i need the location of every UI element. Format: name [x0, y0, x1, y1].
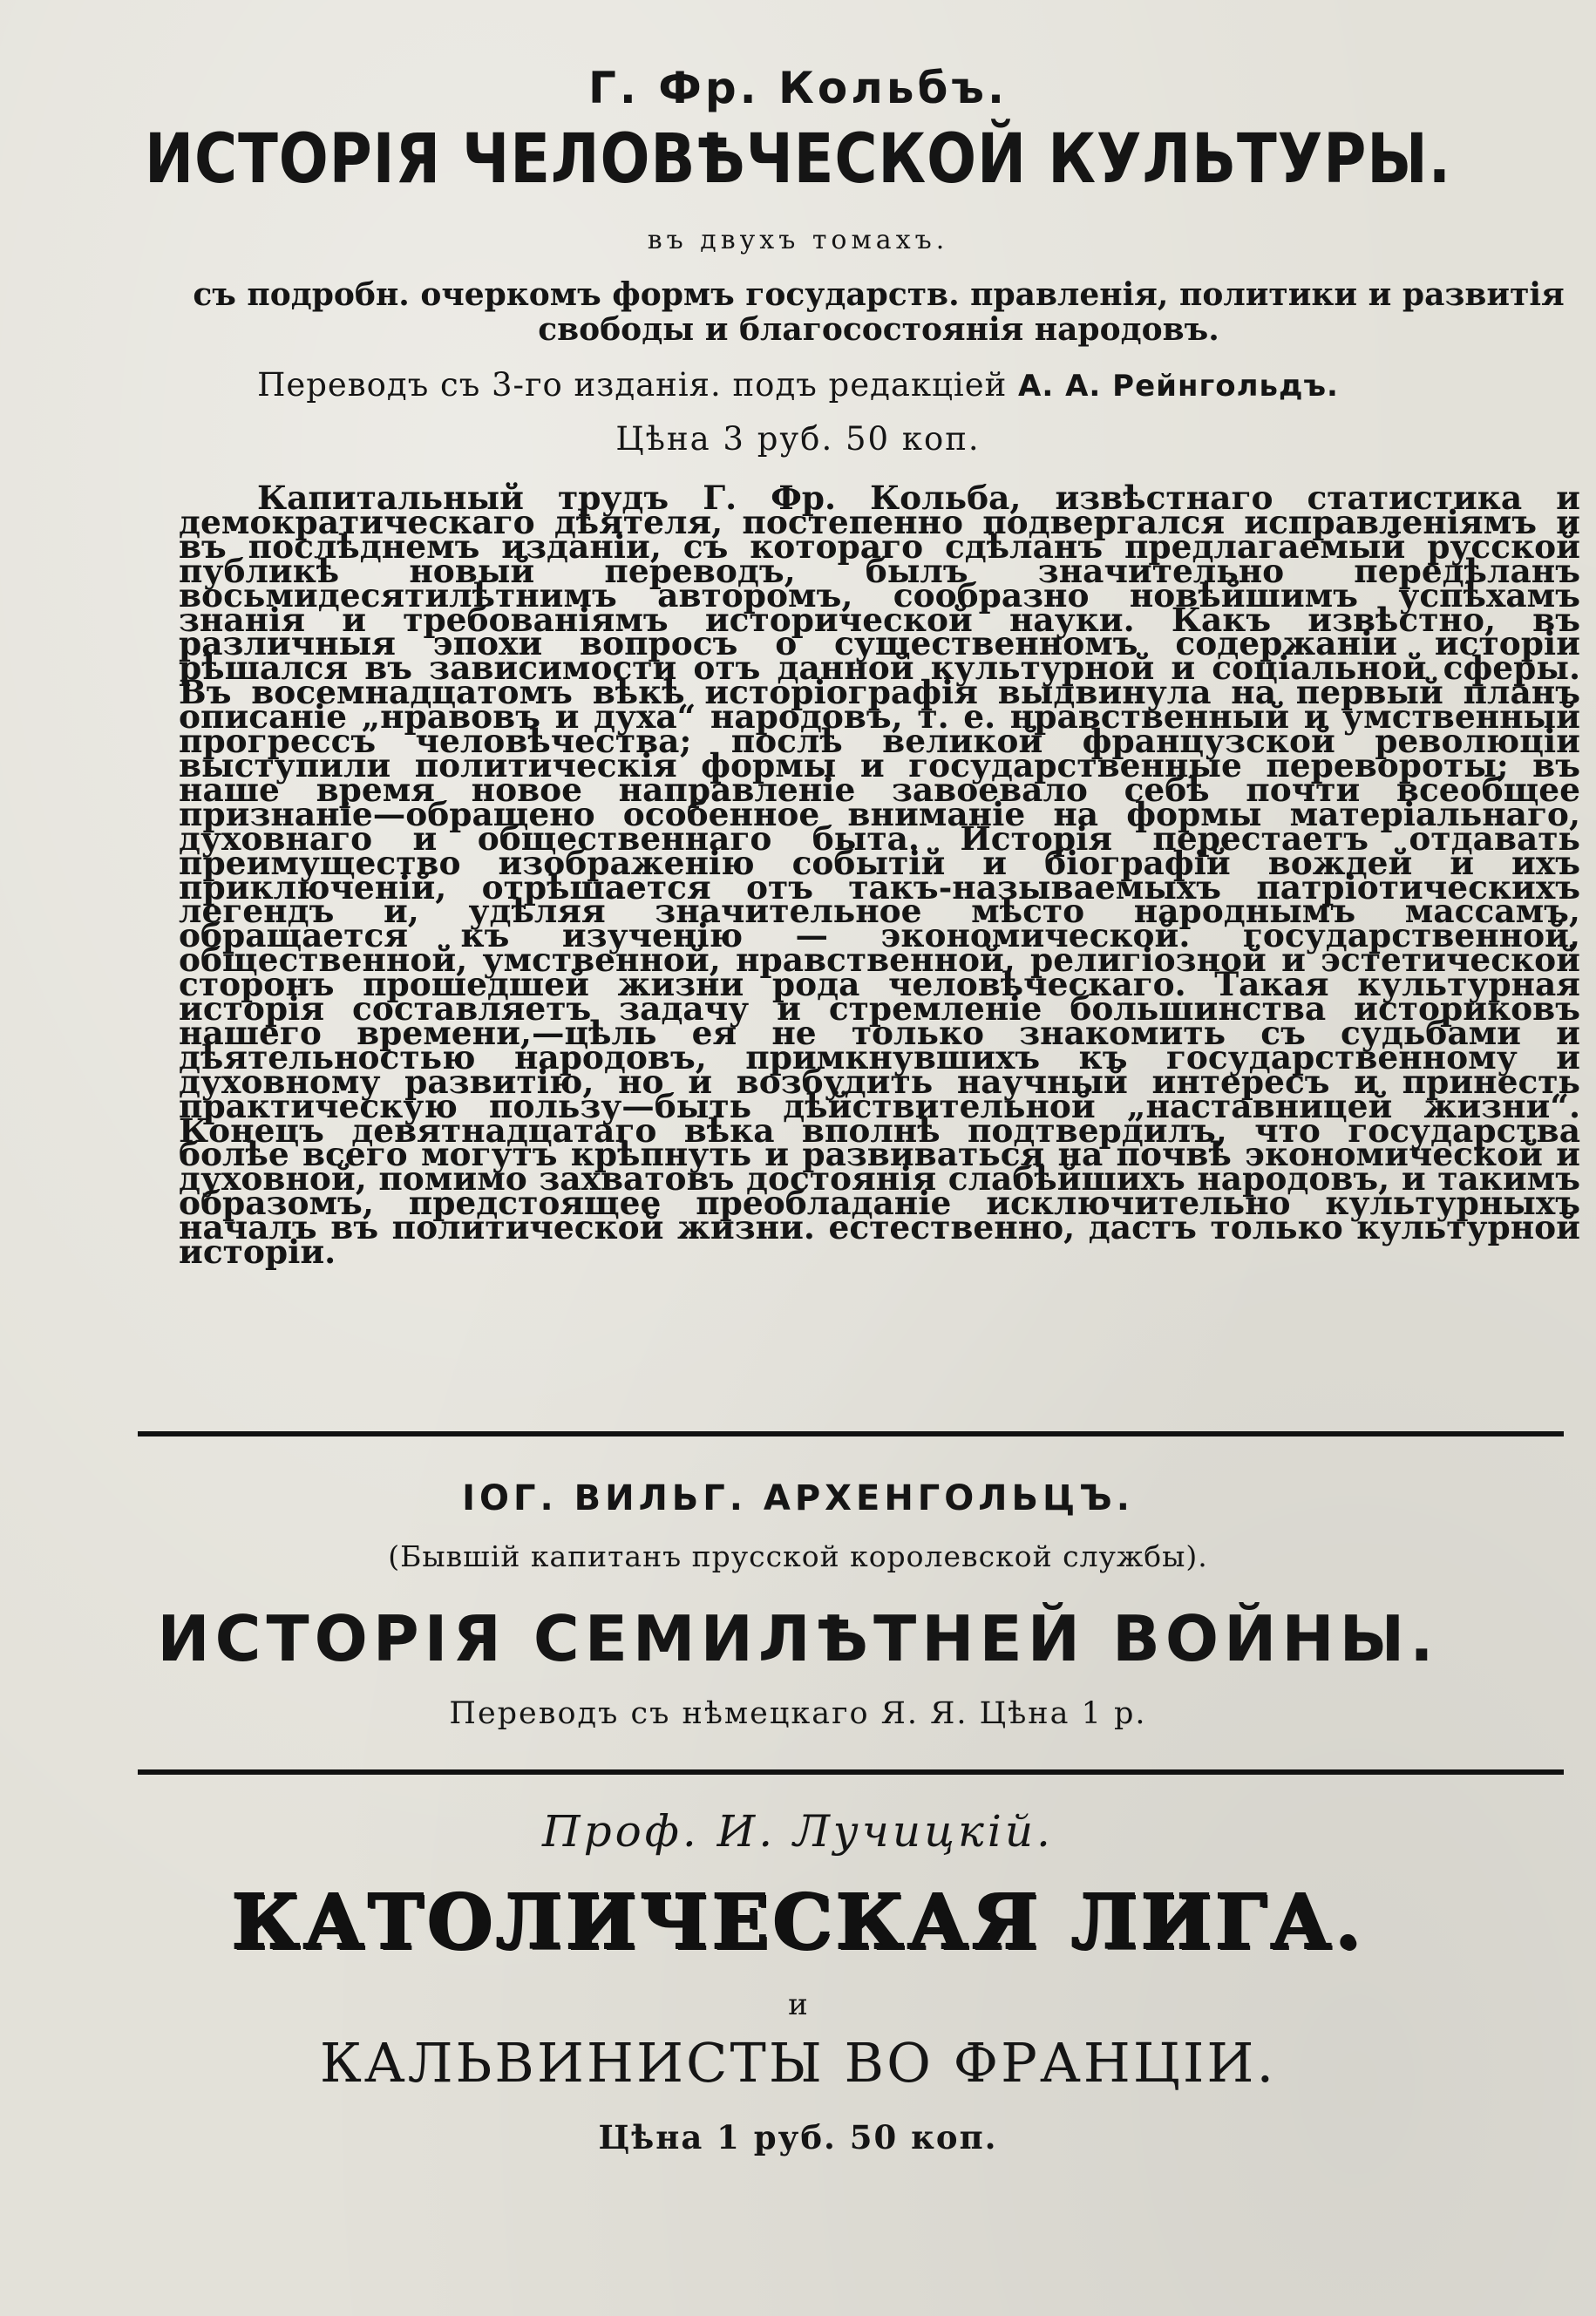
book3-title-b: КАЛЬВИНИСТЫ ВО ФРАНЦІИ. — [319, 2031, 1277, 2095]
book1-translation-prefix: Переводъ съ 3-го изданія. подъ редакціей — [257, 366, 1008, 404]
book3-price: Цѣна 1 руб. 50 коп. — [598, 2118, 998, 2156]
book2-title: ИСТОРІЯ СЕМИЛѢТНЕЙ ВОЙНЫ. — [157, 1602, 1439, 1675]
book2-author: ІОГ. ВИЛЬГ. АРХЕНГОЛЬЦЪ. — [462, 1478, 1134, 1518]
book1-editor: А. А. Рейнгольдъ. — [1018, 369, 1339, 404]
book3-title: КАТОЛИЧЕСКАЯ ЛИГА. — [231, 1878, 1365, 1966]
book2-author-rank: (Бывшій капитанъ прусской королевской службы). — [388, 1539, 1208, 1573]
book1-subtitle: съ подробн. очеркомъ формъ государств. правленія, политики и развитія свободы и благосостоянія народовъ. — [193, 276, 1565, 348]
book1-volumes: въ двухъ томахъ. — [647, 225, 949, 255]
book1-description — [179, 479, 1580, 1272]
book1-price: Цѣна 3 руб. 50 коп. — [615, 420, 981, 458]
section-divider-1 — [138, 1431, 1564, 1436]
section-divider-2 — [138, 1769, 1564, 1775]
book1-title: ИСТОРІЯ ЧЕЛОВѢЧЕСКОЙ КУЛЬТУРЫ. — [145, 120, 1451, 199]
book1-author: Г. Фр. Кольбъ. — [588, 63, 1008, 113]
book3-author: Проф. И. Лучицкій. — [542, 1806, 1054, 1857]
book1-translation — [0, 366, 1596, 404]
book3-conjunction: и — [788, 1987, 808, 2022]
book2-translation-price: Переводъ съ нѣмецкаго Я. Я. Цѣна 1 р. — [449, 1696, 1147, 1731]
book1-description-paragraph: Капитальный трудъ Г. Фр. Кольба, извѣстнаго статистика и демократическаго дѣятеля, постепенно подвергался исправленіямъ и въ послѣднемъ изданіи, съ котораго сдѣланъ предлагаемый русской публикѣ новый переводъ, былъ значительно передѣланъ восьмидесятилѣтнимъ авторомъ, сообразно новѣйшимъ успѣхамъ знанія и требованіямъ исторической науки. Какъ извѣстно, въ различныя эпохи вопросъ о существенномъ содержаніи исторіи рѣшался въ зависимости отъ данной культурной и соціальной сферы. Въ восемнадцатомъ вѣкѣ исторіографія выдвинула на первый планъ описаніе „нравовъ и духа“ народовъ, т. е. нравственный и умственный прогрессъ человѣчества; послѣ великой французской революціи выступили политическія формы и государственные перевороты; въ наше время новое направленіе завоевало себѣ почти всеобщее признаніе—обращено особенное вниманіе на формы матеріальнаго, духовнаго и общественнаго быта. Исторія перестаетъ отдавать преимущество изображенію событій и біографій вождей и ихъ приключеній, отрѣшается отъ такъ-называемыхъ патріотическихъ легендъ и, удѣляя значительное мѣсто народнымъ массамъ, обращается къ изученію — экономической. государственной, общественной, умственной, нравственной, религіозной и эстетической сторонъ прошедшей жизни рода человѣческаго. Такая культурная исторія составляетъ задачу и стремленіе большинства историковъ нашего времени,—цѣль ея не только знакомить съ судьбами и дѣятельностью народовъ, примкнувшихъ къ государственному и духовному развитію, но и возбудить научный интересъ и принесть практическую пользу—быть дѣйствительной „наставницей жизни“. Конецъ девятнадцатаго вѣка вполнѣ подтвердилъ, что государства болѣе всего могутъ крѣпнуть и развиваться на почвѣ экономической и духовной, помимо захватовъ достоянія слабѣйшихъ народовъ, и такимъ образомъ, предстоящее преобладаніе исключительно культурныхъ началъ въ политической жизни. естественно, дастъ только культурной исторіи. — [179, 479, 1580, 1272]
